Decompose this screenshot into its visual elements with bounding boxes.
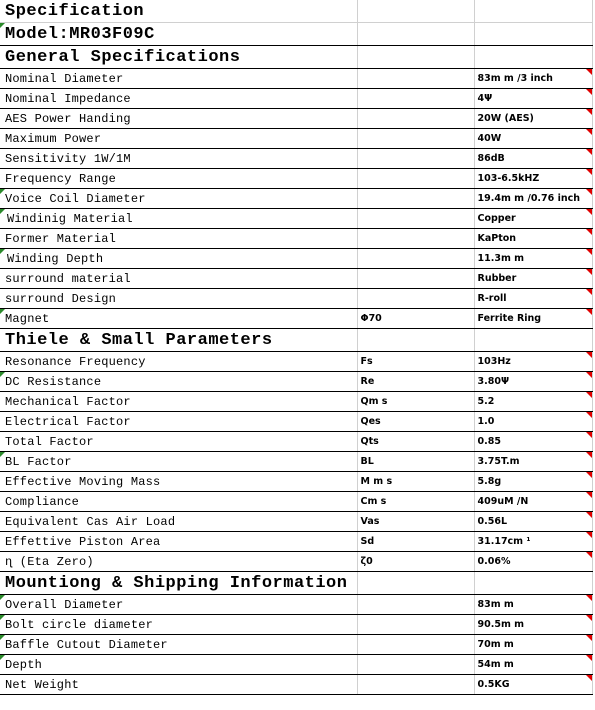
value-cell[interactable]: [474, 615, 592, 635]
value-cell[interactable]: [474, 492, 592, 512]
spec-label: Effettive Piston Area: [5, 534, 161, 549]
symbol-cell[interactable]: [357, 129, 474, 149]
comment-indicator-icon: [586, 432, 592, 438]
spec-row: [0, 615, 592, 635]
spec-label: Voice Coil Diameter: [5, 191, 146, 206]
title-cell[interactable]: [0, 0, 357, 23]
symbol-cell[interactable]: [357, 189, 474, 209]
spec-symbol: Sd: [360, 536, 375, 547]
comment-indicator-icon: [586, 269, 592, 275]
spec-label: Former Material: [5, 231, 117, 246]
symbol-cell[interactable]: [357, 249, 474, 269]
empty-cell[interactable]: [357, 46, 474, 69]
comment-indicator-icon: [586, 129, 592, 135]
comment-indicator-icon: [586, 512, 592, 518]
empty-cell[interactable]: [357, 0, 474, 23]
error-indicator-icon: [0, 372, 5, 377]
spec-value: Copper: [477, 213, 516, 224]
symbol-cell[interactable]: [357, 89, 474, 109]
section-heading: Mountiong & Shipping Information: [5, 573, 348, 593]
section-heading-cell[interactable]: [0, 46, 357, 69]
thiele-section: [0, 352, 592, 572]
spec-row: [0, 109, 592, 129]
spec-value: 5.2: [477, 396, 495, 407]
symbol-cell[interactable]: [357, 595, 474, 615]
label-cell[interactable]: [0, 309, 357, 329]
spec-value: 0.56L: [477, 516, 507, 527]
model-row: [0, 23, 592, 46]
label-cell[interactable]: [0, 352, 357, 372]
value-cell[interactable]: [474, 472, 592, 492]
comment-indicator-icon: [586, 635, 592, 641]
spec-row: [0, 289, 592, 309]
spec-symbol: Cm s: [360, 496, 387, 507]
spec-symbol: Re: [360, 376, 375, 387]
spec-value: 90.5m m: [477, 619, 525, 630]
spec-symbol: BL: [360, 456, 374, 467]
spec-row: [0, 89, 592, 109]
spec-label: Magnet: [5, 311, 50, 326]
label-cell[interactable]: [0, 552, 357, 572]
spec-label: BL Factor: [5, 454, 72, 469]
value-cell[interactable]: [474, 512, 592, 532]
spec-row: [0, 675, 592, 695]
spec-value: KaPton: [477, 233, 517, 244]
spec-row: [0, 169, 592, 189]
value-cell[interactable]: [474, 269, 592, 289]
spec-value: 54m m: [477, 659, 514, 670]
comment-indicator-icon: [586, 412, 592, 418]
spec-label: Equivalent Cas Air Load: [5, 514, 176, 529]
empty-cell[interactable]: [357, 572, 474, 595]
spec-value: 83m m: [477, 599, 514, 610]
spec-label: Net Weight: [5, 677, 80, 692]
spec-symbol: Qts: [360, 436, 379, 447]
spec-label: Nominal Impedance: [5, 91, 131, 106]
spec-value: 3.80Ψ: [477, 376, 510, 387]
symbol-cell[interactable]: [357, 392, 474, 412]
spec-row: [0, 595, 592, 615]
spec-value: 103Hz: [477, 356, 511, 367]
spec-label: Frequency Range: [5, 171, 117, 186]
spec-value: 5.8g: [477, 476, 502, 487]
spec-row: [0, 412, 592, 432]
spec-label: Resonance Frequency: [5, 354, 146, 369]
spec-row: [0, 552, 592, 572]
comment-indicator-icon: [586, 452, 592, 458]
spec-label: Nominal Diameter: [5, 71, 124, 86]
comment-indicator-icon: [586, 532, 592, 538]
error-indicator-icon: [0, 209, 5, 214]
comment-indicator-icon: [586, 655, 592, 661]
spec-row: [0, 492, 592, 512]
spec-value: 4Ψ: [477, 93, 493, 104]
spec-value: 83m m /3 inch: [477, 73, 553, 84]
symbol-cell[interactable]: [357, 552, 474, 572]
label-cell[interactable]: [0, 189, 357, 209]
label-cell[interactable]: [0, 615, 357, 635]
spec-row: [0, 512, 592, 532]
spec-value: 409uM /N: [477, 496, 529, 507]
value-cell[interactable]: [474, 372, 592, 392]
label-cell[interactable]: [0, 392, 357, 412]
spec-symbol: Qes: [360, 416, 381, 427]
spec-label: Effective Moving Mass: [5, 474, 161, 489]
comment-indicator-icon: [586, 472, 592, 478]
value-cell[interactable]: [474, 655, 592, 675]
value-cell[interactable]: [474, 209, 592, 229]
label-cell[interactable]: [0, 129, 357, 149]
symbol-cell[interactable]: [357, 412, 474, 432]
spec-label: Compliance: [5, 494, 80, 509]
empty-cell[interactable]: [474, 46, 592, 69]
error-indicator-icon: [0, 452, 5, 457]
section-heading-cell[interactable]: [0, 329, 357, 352]
error-indicator-icon: [0, 23, 5, 28]
spec-row: [0, 452, 592, 472]
symbol-cell[interactable]: [357, 209, 474, 229]
section-heading-cell[interactable]: [0, 572, 357, 595]
empty-cell[interactable]: [357, 23, 474, 46]
symbol-cell[interactable]: [357, 109, 474, 129]
spec-symbol: Φ70: [360, 313, 382, 324]
error-indicator-icon: [0, 309, 5, 314]
value-cell[interactable]: [474, 452, 592, 472]
value-cell[interactable]: [474, 432, 592, 452]
sheet-title: Specification: [5, 1, 145, 21]
spec-row: [0, 372, 592, 392]
value-cell[interactable]: [474, 169, 592, 189]
spec-row: [0, 269, 592, 289]
value-cell[interactable]: [474, 249, 592, 269]
symbol-cell[interactable]: [357, 69, 474, 89]
value-cell[interactable]: [474, 109, 592, 129]
section-heading-row: [0, 572, 592, 595]
comment-indicator-icon: [586, 595, 592, 601]
comment-indicator-icon: [586, 492, 592, 498]
label-cell[interactable]: [0, 635, 357, 655]
symbol-cell[interactable]: [357, 432, 474, 452]
symbol-cell[interactable]: [357, 452, 474, 472]
spec-label: Maximum Power: [5, 131, 102, 146]
comment-indicator-icon: [586, 189, 592, 195]
empty-cell[interactable]: [474, 23, 592, 46]
label-cell[interactable]: [0, 229, 357, 249]
symbol-cell[interactable]: [357, 675, 474, 695]
spec-value: 40W: [477, 133, 502, 144]
comment-indicator-icon: [586, 372, 592, 378]
spec-row: [0, 532, 592, 552]
label-cell[interactable]: [0, 372, 357, 392]
symbol-cell[interactable]: [357, 635, 474, 655]
label-cell[interactable]: [0, 675, 357, 695]
value-cell[interactable]: [474, 532, 592, 552]
spec-label: Total Factor: [5, 434, 94, 449]
error-indicator-icon: [0, 189, 5, 194]
spec-label: DC Resistance: [5, 374, 102, 389]
label-cell[interactable]: [0, 512, 357, 532]
error-indicator-icon: [0, 635, 5, 640]
value-cell[interactable]: [474, 69, 592, 89]
spec-label: Sensitivity 1W/1M: [5, 151, 131, 166]
spec-row: [0, 129, 592, 149]
value-cell[interactable]: [474, 635, 592, 655]
spec-row: [0, 69, 592, 89]
comment-indicator-icon: [586, 109, 592, 115]
value-cell[interactable]: [474, 229, 592, 249]
spec-symbol: ζ0: [360, 556, 373, 567]
spec-label: Overall Diameter: [5, 597, 124, 612]
spec-symbol: Fs: [360, 356, 373, 367]
spec-value: 31.17cm ¹: [477, 536, 531, 547]
spec-label: Electrical Factor: [5, 414, 131, 429]
empty-cell[interactable]: [474, 329, 592, 352]
spec-label: ɳ (Eta Zero): [5, 554, 94, 569]
error-indicator-icon: [0, 249, 5, 254]
spec-value: 11.3m m: [477, 253, 525, 264]
comment-indicator-icon: [586, 615, 592, 621]
spec-row: [0, 229, 592, 249]
spec-label: surround material: [5, 271, 131, 286]
spec-label: Mechanical Factor: [5, 394, 131, 409]
label-cell[interactable]: [0, 412, 357, 432]
symbol-cell[interactable]: [357, 289, 474, 309]
value-cell[interactable]: [474, 189, 592, 209]
symbol-cell[interactable]: [357, 352, 474, 372]
spec-value: Ferrite Ring: [477, 313, 542, 324]
spec-value: 3.75T.m: [477, 456, 520, 467]
spec-label: Winding Depth: [7, 251, 104, 266]
error-indicator-icon: [0, 655, 5, 660]
label-cell[interactable]: [0, 249, 357, 269]
spec-value: 19.4m m /0.76 inch: [477, 193, 580, 204]
spec-label: AES Power Handing: [5, 111, 131, 126]
label-cell[interactable]: [0, 269, 357, 289]
value-cell[interactable]: [474, 675, 592, 695]
model-cell[interactable]: [0, 23, 357, 46]
label-cell[interactable]: [0, 532, 357, 552]
spec-value: 0.5KG: [477, 679, 510, 690]
label-cell[interactable]: [0, 109, 357, 129]
label-cell[interactable]: [0, 492, 357, 512]
spec-row: [0, 635, 592, 655]
spec-label: Depth: [5, 657, 43, 672]
value-cell[interactable]: [474, 149, 592, 169]
spec-value: Rubber: [477, 273, 517, 284]
spec-value: 0.06%: [477, 556, 511, 567]
symbol-cell[interactable]: [357, 615, 474, 635]
section-heading-row: [0, 329, 592, 352]
label-cell[interactable]: [0, 452, 357, 472]
spec-label: Windinig Material: [7, 211, 133, 226]
section-heading-row: [0, 46, 592, 69]
model-number: Model:MR03F09C: [5, 24, 155, 44]
comment-indicator-icon: [586, 552, 592, 558]
comment-indicator-icon: [586, 675, 592, 681]
symbol-cell[interactable]: [357, 149, 474, 169]
symbol-cell[interactable]: [357, 372, 474, 392]
label-cell[interactable]: [0, 595, 357, 615]
spec-row: [0, 655, 592, 675]
value-cell[interactable]: [474, 309, 592, 329]
spec-symbol: M m s: [360, 476, 393, 487]
spec-row: [0, 249, 592, 269]
comment-indicator-icon: [586, 149, 592, 155]
symbol-cell[interactable]: [357, 229, 474, 249]
value-cell[interactable]: [474, 595, 592, 615]
symbol-cell[interactable]: [357, 269, 474, 289]
spec-row: [0, 472, 592, 492]
spec-row: [0, 432, 592, 452]
spec-value: 20W (AES): [477, 113, 534, 124]
comment-indicator-icon: [586, 289, 592, 295]
spec-row: [0, 209, 592, 229]
spec-row: [0, 352, 592, 372]
value-cell[interactable]: [474, 289, 592, 309]
spec-label: Bolt circle diameter: [5, 617, 154, 632]
empty-cell[interactable]: [474, 572, 592, 595]
spec-row: [0, 189, 592, 209]
label-cell[interactable]: [0, 289, 357, 309]
spec-value: 0.85: [477, 436, 501, 447]
general-section: [0, 69, 592, 329]
comment-indicator-icon: [586, 169, 592, 175]
label-cell[interactable]: [0, 209, 357, 229]
label-cell[interactable]: [0, 432, 357, 452]
error-indicator-icon: [0, 595, 5, 600]
spec-row: [0, 392, 592, 412]
value-cell[interactable]: [474, 552, 592, 572]
shipping-section: [0, 595, 592, 695]
value-cell[interactable]: [474, 129, 592, 149]
comment-indicator-icon: [586, 249, 592, 255]
label-cell[interactable]: [0, 472, 357, 492]
symbol-cell[interactable]: [357, 532, 474, 552]
spec-row: [0, 309, 592, 329]
spec-symbol: Vas: [360, 516, 380, 527]
label-cell[interactable]: [0, 89, 357, 109]
value-cell[interactable]: [474, 89, 592, 109]
comment-indicator-icon: [586, 209, 592, 215]
spec-symbol: Qm s: [360, 396, 388, 407]
spec-value: 70m m: [477, 639, 514, 650]
spec-value: 86dB: [477, 153, 505, 164]
spec-label: surround Design: [5, 291, 117, 306]
label-cell[interactable]: [0, 69, 357, 89]
section-heading: Thiele & Small Parameters: [5, 330, 273, 350]
label-cell[interactable]: [0, 655, 357, 675]
comment-indicator-icon: [586, 352, 592, 358]
spec-value: 1.0: [477, 416, 495, 427]
symbol-cell[interactable]: [357, 169, 474, 189]
title-row: [0, 0, 592, 23]
spec-value: 103-6.5kHZ: [477, 173, 540, 184]
symbol-cell[interactable]: [357, 492, 474, 512]
label-cell[interactable]: [0, 169, 357, 189]
value-cell[interactable]: [474, 392, 592, 412]
spec-row: [0, 149, 592, 169]
empty-cell[interactable]: [357, 329, 474, 352]
value-cell[interactable]: [474, 412, 592, 432]
comment-indicator-icon: [586, 89, 592, 95]
comment-indicator-icon: [586, 392, 592, 398]
value-cell[interactable]: [474, 352, 592, 372]
spec-label: Baffle Cutout Diameter: [5, 637, 168, 652]
label-cell[interactable]: [0, 149, 357, 169]
spec-value: R-roll: [477, 293, 507, 304]
comment-indicator-icon: [586, 69, 592, 75]
comment-indicator-icon: [586, 229, 592, 235]
symbol-cell[interactable]: [357, 655, 474, 675]
empty-cell[interactable]: [474, 0, 592, 23]
comment-indicator-icon: [586, 309, 592, 315]
section-heading: General Specifications: [5, 47, 241, 67]
error-indicator-icon: [0, 615, 5, 620]
symbol-cell[interactable]: [357, 309, 474, 329]
symbol-cell[interactable]: [357, 512, 474, 532]
symbol-cell[interactable]: [357, 472, 474, 492]
